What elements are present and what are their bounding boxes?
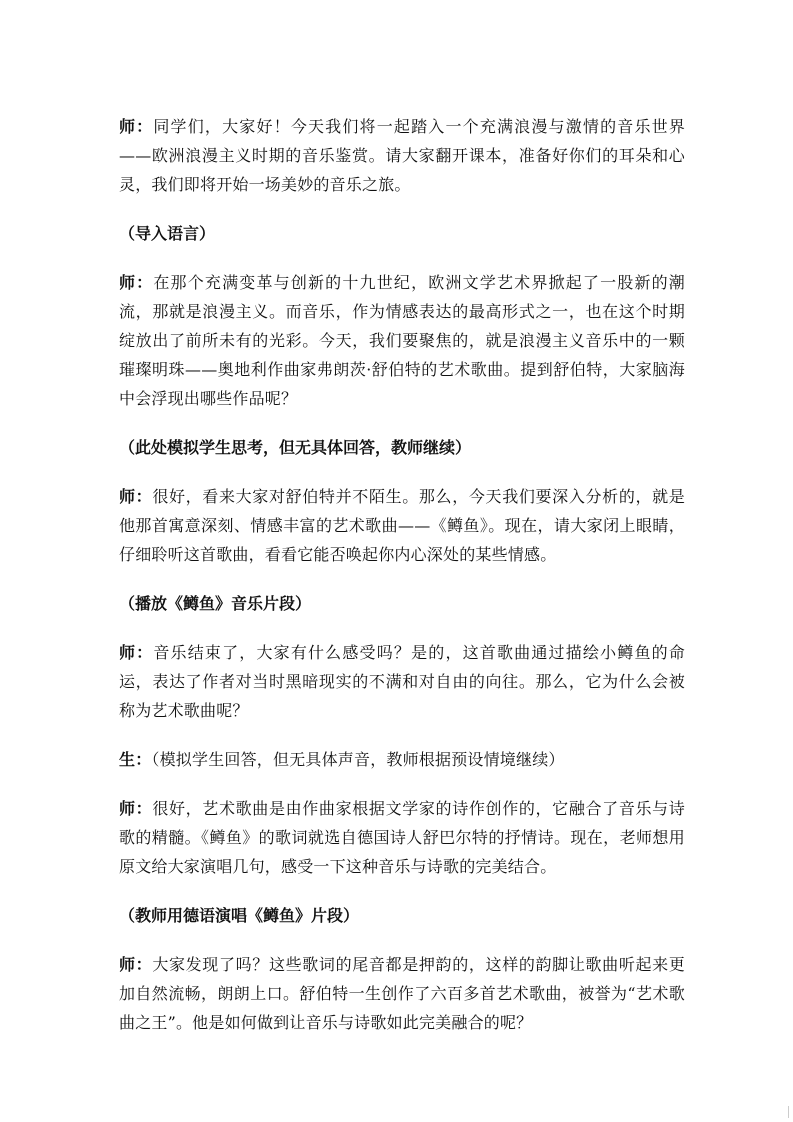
teacher-paragraph-2: [119, 268, 685, 413]
paragraph-text: （模拟学生回答，但无具体声音，教师根据预设情境继续）: [151, 750, 565, 769]
paragraph-text: 在那个充满变革与创新的十九世纪，欧洲文学艺术界掀起了一股新的潮流，那就是浪漫主义。而音乐，作为情感表达的最高形式之一，也在这个时期绽放出了前所未有的光彩。今天，我们要聚焦的，就是浪漫主义音乐中的一颗璀璨明珠——奥地利作曲家弗朗茨·舒伯特的艺术歌曲。提到舒伯特，大家脑海中会浮现出哪些作品呢？: [119, 273, 686, 408]
teacher-paragraph-1: [119, 112, 685, 199]
speaker-label: 师：: [119, 117, 154, 136]
speaker-label: 师：: [119, 643, 154, 662]
speaker-label: 师：: [119, 799, 153, 818]
teacher-paragraph-5: [119, 794, 685, 881]
speaker-label: 师：: [119, 955, 153, 974]
page-edge-mark: [788, 1106, 789, 1118]
document-page: [119, 112, 685, 1057]
stage-direction-1: （导入语言）: [119, 224, 216, 243]
paragraph-text: 很好，艺术歌曲是由作曲家根据文学家的诗作创作的，它融合了音乐与诗歌的精髓。《鳟鱼》的歌词就选自德国诗人舒巴尔特的抒情诗。现在，老师想用原文给大家演唱几句，感受一下这种音乐与诗歌的完美结合。: [119, 799, 685, 876]
paragraph-text: 大家发现了吗？这些歌词的尾音都是押韵的，这样的韵脚让歌曲听起来更加自然流畅，朗朗上口。舒伯特一生创作了六百多首艺术歌曲，被誉为“艺术歌曲之王”。他是如何做到让音乐与诗歌如此完美融合的呢？: [119, 955, 685, 1032]
paragraph-text: 同学们，大家好！今天我们将一起踏入一个充满浪漫与激情的音乐世界——欧洲浪漫主义时期的音乐鉴赏。请大家翻开课本，准备好你们的耳朵和心灵，我们即将开始一场美妙的音乐之旅。: [119, 117, 686, 194]
teacher-paragraph-3: [119, 482, 685, 569]
paragraph-text: 很好，看来大家对舒伯特并不陌生。那么，今天我们要深入分析的，就是他那首寓意深刻、情感丰富的艺术歌曲——《鳟鱼》。现在，请大家闭上眼睛，仔细聆听这首歌曲，看看它能否唤起你内心深处的某些情感。: [119, 487, 685, 564]
stage-direction-3: （播放《鳟鱼》音乐片段）: [119, 594, 312, 613]
paragraph-text: 音乐结束了，大家有什么感受吗？是的，这首歌曲通过描绘小鳟鱼的命运，表达了作者对当时黑暗现实的不满和对自由的向往。那么，它为什么会被称为艺术歌曲呢？: [119, 643, 686, 720]
speaker-label: 师：: [119, 273, 154, 292]
speaker-label: 生：: [119, 750, 152, 769]
speaker-label: 师：: [119, 487, 153, 506]
teacher-paragraph-4: [119, 638, 685, 725]
stage-direction-2: （此处模拟学生思考，但无具体回答，教师继续）: [119, 438, 472, 457]
stage-direction-4: （教师用德语演唱《鳟鱼》片段）: [119, 906, 360, 925]
teacher-paragraph-6: [119, 950, 685, 1037]
student-paragraph-1: [119, 745, 685, 774]
